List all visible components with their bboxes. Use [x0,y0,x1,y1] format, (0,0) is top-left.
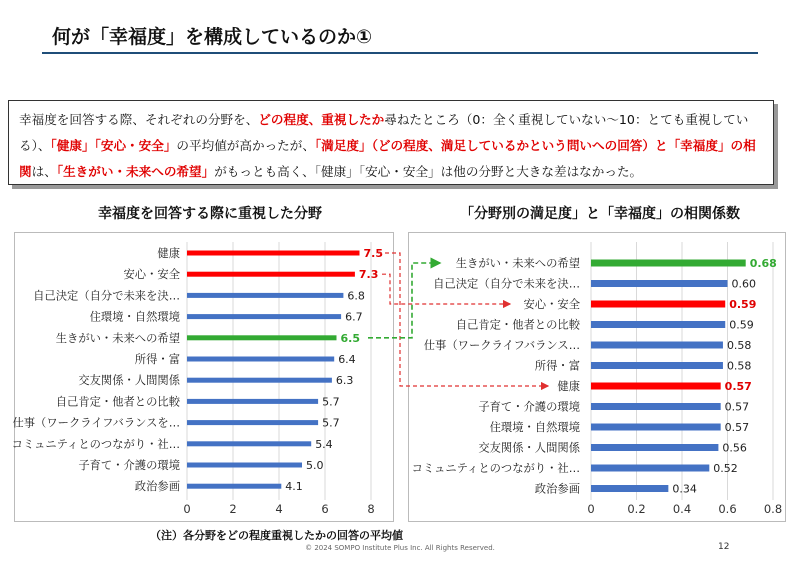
x-tick-label: 0.6 [718,502,737,516]
bar [187,441,311,446]
category-label: 生きがい・未来への希望 [55,331,180,345]
category-label: 仕事（ワークライフバランス… [423,339,580,352]
value-label: 0.57 [724,380,752,393]
summary-text: の平均値が高かったが、 [176,138,315,153]
connector-hope [368,263,440,338]
category-label: 生きがい・未来への希望 [455,257,580,270]
value-label: 0.59 [729,298,757,311]
bar [187,251,360,256]
value-label: 0.58 [726,359,752,373]
category-label: 自己肯定・他者との比較 [55,395,180,409]
bar [187,378,332,383]
right-bar-chart [412,242,782,516]
bar [591,485,668,492]
category-label: 所得・富 [134,353,180,366]
bar [187,357,334,362]
category-label: 交友関係・人間関係 [478,441,580,455]
category-label: 子育て・介護の環境 [478,400,580,414]
value-label: 0.68 [749,257,777,270]
bar [187,335,337,340]
bar [187,463,302,468]
left-chart-title: 幸福度を回答する際に重視した分野 [98,206,322,222]
category-label: 安心・安全 [123,268,180,282]
category-label: 所得・富 [534,359,580,373]
value-label: 0.34 [672,482,697,496]
x-tick-label: 0 [587,502,595,516]
summary-highlight: どの程度、重視したか [258,112,385,127]
value-label: 0.52 [713,462,738,475]
summary-text: 尋ねたところ（0：全く重視していない～10：とても重視している）、 [19,112,749,153]
bar [187,293,343,298]
x-tick-label: 4 [275,502,283,516]
footnote: （注）各分野をどの程度重視したかの回答の平均値 [150,529,403,542]
category-label: 健康 [157,247,180,260]
category-label: 政治参画 [534,482,580,496]
bar [591,280,728,287]
category-label: 住環境・自然環境 [89,310,180,324]
category-label: 安心・安全 [523,298,580,311]
summary-highlight: 「生きがい・未来への希望」 [56,164,215,179]
value-label: 5.7 [322,416,340,430]
bar [591,383,721,390]
x-tick-label: 2 [229,502,237,516]
value-label: 0.60 [731,277,756,291]
bar [591,321,725,328]
bar [591,260,746,267]
bar [591,403,721,410]
summary-text: 幸福度を回答する際、それぞれの分野を、 [19,112,259,127]
bar [187,484,281,489]
value-label: 5.4 [315,437,333,451]
summary-text: は、 [31,164,57,179]
value-label: 5.7 [322,395,340,409]
value-label: 6.7 [345,310,363,324]
value-label: 0.56 [722,441,747,455]
bar [187,272,355,277]
value-label: 0.58 [726,339,752,352]
x-tick-label: 8 [367,502,375,516]
copyright: © 2024 SOMPO Institute Plus Inc. All Rights Reserved. [305,544,495,552]
value-label: 0.57 [724,421,750,434]
bar [591,342,723,349]
category-label: 自己決定（自分で未来を決… [33,289,180,303]
category-label: 健康 [557,380,580,393]
category-label: コミュニティとのつながり・社… [11,437,180,451]
category-label: 子育て・介護の環境 [78,459,180,472]
right-chart-title: 「分野別の満足度」と「幸福度」の相関係数 [460,206,740,222]
bar [591,301,725,308]
summary-highlight: 「健康」「安心・安全」 [50,138,177,153]
x-tick-label: 0 [183,502,191,516]
bar [591,444,718,451]
summary-text: がもっとも高く、「健康」「安心・安全」は他の分野と大きな差はなかった。 [214,164,643,179]
bar [187,314,341,319]
category-label: 自己決定（自分で未来を決… [433,277,580,291]
category-label: 仕事（ワークライフバランスを… [12,416,180,430]
summary-highlight: 「満足度」（どの程度、満足しているかという問いへの回答）と「幸福度」の相関 [19,138,756,179]
value-label: 0.59 [729,318,754,332]
page-title: 何が「幸福度」を構成しているのか① [52,26,373,48]
page-number: 12 [718,542,730,552]
bar [591,465,709,472]
category-label: コミュニティとのつながり・社… [411,462,580,475]
x-tick-label: 6 [321,502,329,516]
value-label: 6.8 [347,289,365,303]
x-tick-label: 0.2 [627,502,646,516]
value-label: 6.4 [338,353,356,366]
bar [187,399,318,404]
category-label: 政治参画 [134,480,180,494]
value-label: 0.57 [724,400,750,414]
x-tick-label: 0.8 [763,502,783,516]
bar [591,424,721,431]
bar [591,362,723,369]
category-label: 住環境・自然環境 [489,421,580,434]
bar [187,420,318,425]
value-label: 7.5 [363,247,383,260]
value-label: 6.5 [340,331,360,345]
value-label: 4.1 [285,480,303,494]
category-label: 自己肯定・他者との比較 [455,318,580,332]
value-label: 7.3 [358,268,379,282]
value-label: 6.3 [335,374,354,388]
x-tick-label: 0.4 [672,502,692,516]
value-label: 5.0 [306,459,324,472]
left-bar-chart [12,242,383,516]
category-label: 交友関係・人間関係 [78,374,180,388]
